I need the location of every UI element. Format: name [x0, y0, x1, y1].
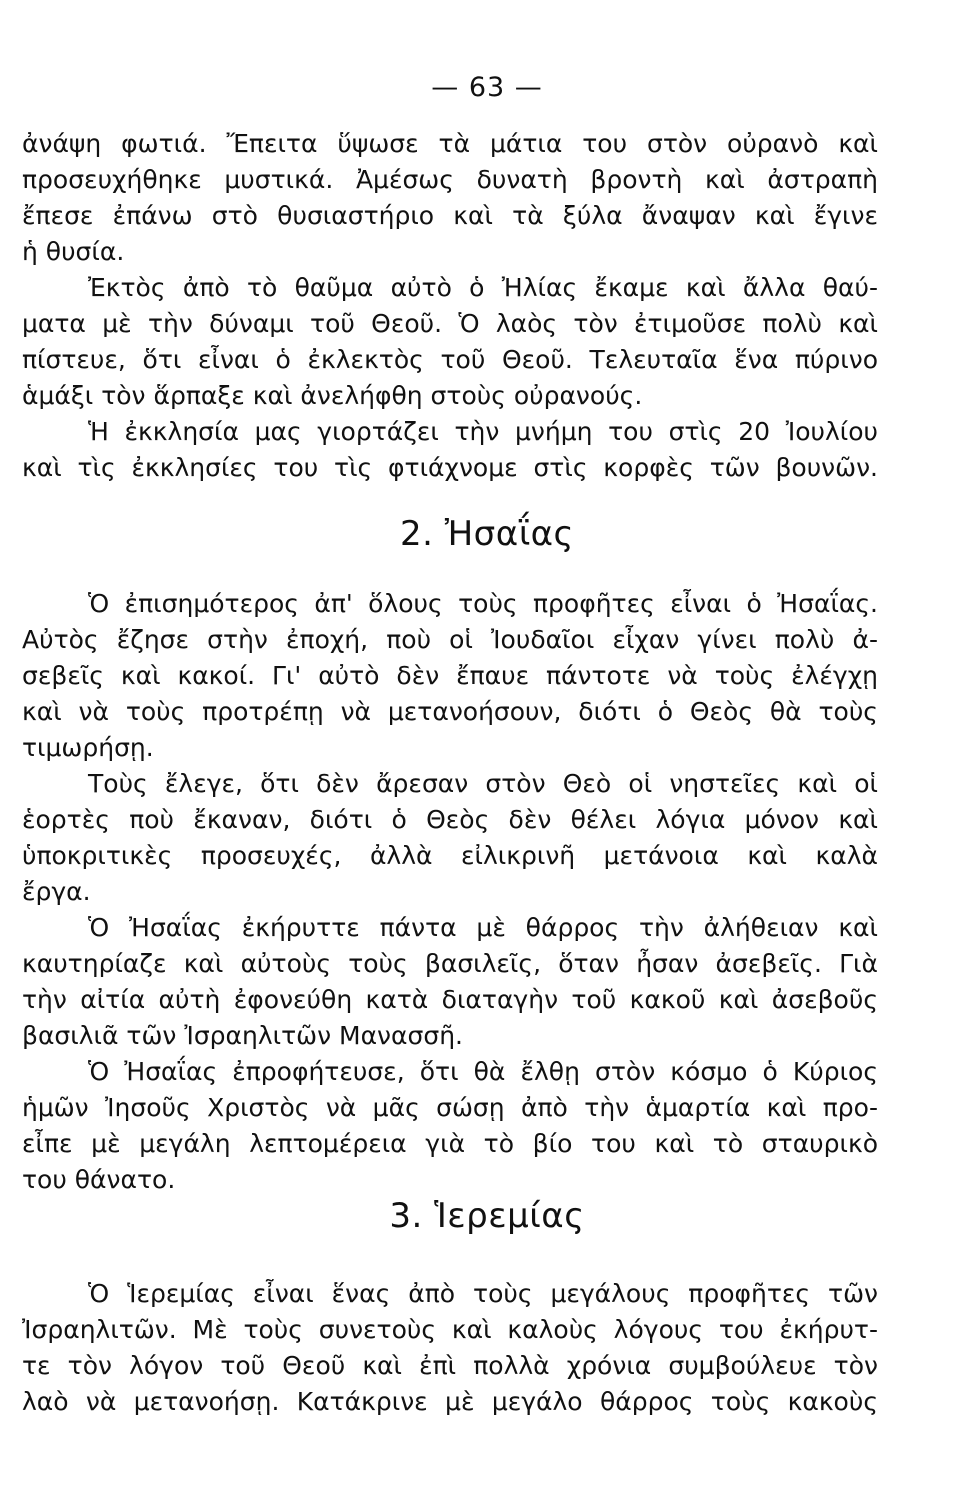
text-line: καυτηρίαζε καὶ αὐτοὺς τοὺς βασιλεῖς, ὅταν ἦσαν ἀσεβεῖς. Γιὰ: [22, 949, 878, 978]
text-line: καὶ τὶς ἐκκλησίες του τὶς φτιάχνομε στὶς κορφὲς τῶν βουνῶν.: [22, 453, 878, 482]
text-line: Τοὺς ἔλεγε, ὅτι δὲν ἄρεσαν στὸν Θεὸ οἱ νηστεῖες καὶ οἱ: [88, 769, 878, 798]
text-line: τε τὸν λόγον τοῦ Θεοῦ καὶ ἐπὶ πολλὰ χρόνια συμβούλευε τὸν: [22, 1351, 878, 1380]
text-line: ἡμῶν Ἰησοῦς Χριστὸς νὰ μᾶς σώσῃ ἀπὸ τὴν ἁμαρτία καὶ προ-: [22, 1093, 878, 1122]
text-line: Ὁ ἐπισημότερος ἀπ' ὅλους τοὺς προφῆτες εἶναι ὁ Ἠσαΐας.: [88, 589, 878, 618]
text-line: Ὁ Ἱερεμίας εἶναι ἕνας ἀπὸ τοὺς μεγάλους προφῆτες τῶν: [88, 1279, 878, 1308]
text-line: ἔργα.: [22, 877, 91, 906]
text-line: τὴν αἰτία αὐτὴ ἐφονεύθη κατὰ διαταγὴν τοῦ κακοῦ καὶ ἀσεβοῦς: [22, 985, 878, 1014]
text-line: του θάνατο.: [22, 1165, 176, 1194]
text-line: ἡ θυσία.: [22, 237, 125, 266]
text-line: προσευχήθηκε μυστικά. Ἀμέσως δυνατὴ βροντὴ καὶ ἀστραπὴ: [22, 165, 878, 194]
isaiah-text-block: [22, 586, 878, 1198]
text-line: λαὸ νὰ μετανοήσῃ. Κατάκρινε μὲ μεγάλο θάρρος τοὺς κακοὺς: [22, 1387, 878, 1416]
text-line: πίστευε, ὅτι εἶναι ὁ ἐκλεκτὸς τοῦ Θεοῦ. Τελευταῖα ἕνα πύρινο: [22, 345, 878, 374]
section-heading-jeremiah: 3. Ἱερεμίας: [389, 1196, 585, 1236]
text-line: Ὁ Ἠσαΐας ἐκήρυττε πάντα μὲ θάρρος τὴν ἀλήθειαν καὶ: [88, 913, 878, 942]
text-line: σεβεῖς καὶ κακοί. Γι' αὐτὸ δὲν ἔπαυε πάντοτε νὰ τοὺς ἐλέγχῃ: [22, 661, 878, 690]
text-line: καὶ νὰ τοὺς προτρέπῃ νὰ μετανοήσουν, διότι ὁ Θεὸς θὰ τοὺς: [22, 697, 878, 726]
text-line: ἀνάψη φωτιά. Ἔπειτα ὕψωσε τὰ μάτια του στὸν οὐρανὸ καὶ: [22, 129, 878, 158]
section-heading-isaiah: 2. Ἠσαΐας: [399, 514, 575, 554]
text-line: ματα μὲ τὴν δύναμι τοῦ Θεοῦ. Ὁ λαὸς τὸν ἐτιμοῦσε πολὺ καὶ: [22, 309, 878, 338]
text-line: εἶπε μὲ μεγάλη λεπτομέρεια γιὰ τὸ βίο του καὶ τὸ σταυρικὸ: [22, 1129, 878, 1158]
text-line: Ἡ ἐκκλησία μας γιορτάζει τὴν μνήμη του στὶς 20 Ἰουλίου: [88, 417, 878, 446]
text-line: τιμωρήσῃ.: [22, 733, 154, 762]
text-line: ἁμάξι τὸν ἅρπαξε καὶ ἀνελήφθη στοὺς οὐρανούς.: [22, 381, 643, 410]
text-line: Ἰσραηλιτῶν. Μὲ τοὺς συνετοὺς καὶ καλοὺς λόγους του ἐκήρυτ-: [22, 1315, 878, 1344]
text-line: ἑορτὲς ποὺ ἔκαναν, διότι ὁ Θεὸς δὲν θέλει λόγια μόνον καὶ: [22, 805, 878, 834]
text-line: Ὁ Ἠσαΐας ἐπροφήτευσε, ὅτι θὰ ἔλθῃ στὸν κόσμο ὁ Κύριος: [88, 1057, 878, 1086]
text-line: Ἐκτὸς ἀπὸ τὸ θαῦμα αὐτὸ ὁ Ἠλίας ἔκαμε καὶ ἄλλα θαύ-: [88, 273, 878, 302]
page-number: — 63 —: [431, 72, 543, 103]
text-line: βασιλιᾶ τῶν Ἰσραηλιτῶν Μανασσῆ.: [22, 1021, 463, 1050]
text-line: ἔπεσε ἐπάνω στὸ θυσιαστήριο καὶ τὰ ξύλα ἄναψαν καὶ ἔγινε: [22, 201, 878, 230]
text-line: Αὐτὸς ἔζησε στὴν ἐποχή, ποὺ οἱ Ἰουδαῖοι εἶχαν γίνει πολὺ ἀ-: [22, 625, 878, 654]
jeremiah-text-block: [22, 1276, 878, 1420]
text-line: ὑποκριτικὲς προσευχές, ἀλλὰ εἰλικρινῆ μετάνοια καὶ καλὰ: [22, 841, 878, 870]
elijah-text-block: [22, 126, 878, 486]
